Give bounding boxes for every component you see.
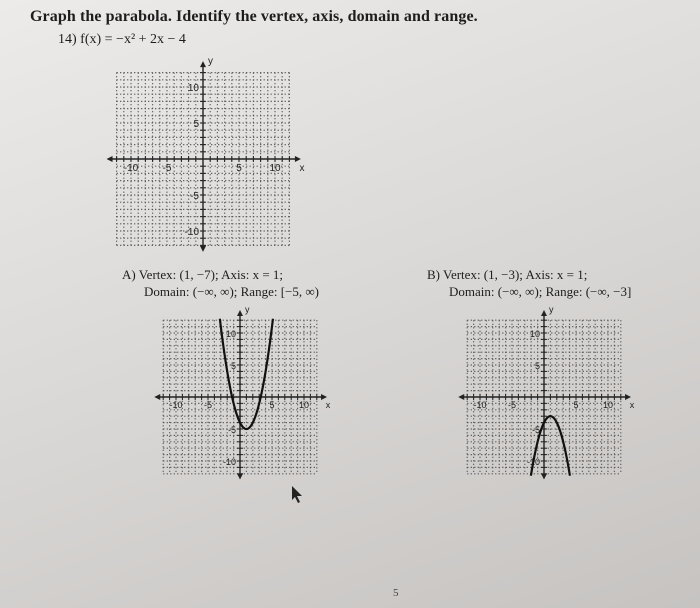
option-b-line2: Domain: (−∞, ∞); Range: (−∞, −3] [449,284,632,299]
tick-label-x-neg5: -5 [162,163,172,174]
tick-label-x-pos10: 10 [269,163,281,174]
y-axis-arrow-icon [237,310,243,316]
tick-label-y-neg5: -5 [227,425,236,435]
tick-label-y-neg5: -5 [190,191,199,202]
problem-statement: 14) f(x) = −x² + 2x − 4 [58,32,186,47]
tick-label-y-pos10: 10 [187,83,199,94]
tick-label-x-pos10: 10 [298,400,310,410]
y-axis-arrow-icon [200,61,206,67]
axis-label-x: x [325,400,331,410]
tick-label-x-neg10: -10 [169,400,183,410]
tick-label-y-neg10: -10 [222,457,236,467]
tick-label-x-neg10: -10 [473,400,487,410]
mouse-pointer-icon [290,484,304,504]
axis-label-x: x [299,163,305,174]
x-axis-arrow-icon [154,394,160,400]
y-axis-arrow-icon [541,474,547,480]
tick-label-y-neg10: -10 [184,227,199,238]
tick-label-y-neg10: -10 [526,457,540,467]
option-a-line1: A) Vertex: (1, −7); Axis: x = 1; [122,267,284,282]
option-a-line2: Domain: (−∞, ∞); Range: [−5, ∞) [144,284,319,299]
y-axis-arrow-icon [237,474,243,480]
tick-label-y-pos5: 5 [193,119,199,130]
tick-label-x-pos5: 5 [236,163,242,174]
tick-label-x-pos5: 5 [573,400,579,410]
blank-coordinate-grid [95,55,325,256]
tick-label-x-neg5: -5 [203,400,213,410]
option-b-graph [450,300,668,494]
option-b-line1: B) Vertex: (1, −3); Axis: x = 1; [427,267,588,282]
axis-label-x: x [629,400,635,410]
axis-label-y: y [245,304,250,315]
axis-label-y: y [208,55,213,67]
tick-label-y-pos5: 5 [230,361,236,371]
x-axis-arrow-icon [295,156,301,162]
axis-label-y: y [549,304,554,315]
tick-label-x-pos10: 10 [602,400,614,410]
tick-label-y-pos5: 5 [534,361,540,371]
y-axis-arrow-icon [200,246,206,252]
tick-label-y-neg5: -5 [531,425,540,435]
option-a-graph [144,300,362,494]
tick-label-y-pos10: 10 [529,329,540,339]
y-axis-arrow-icon [541,310,547,316]
tick-label-x-neg5: -5 [507,400,517,410]
x-axis-arrow-icon [107,156,113,162]
x-axis-arrow-icon [458,394,464,400]
page-number: 5 [393,587,399,599]
worksheet-heading: Graph the parabola. Identify the vertex, axis, domain and range. [30,8,478,25]
tick-label-x-neg10: -10 [123,163,139,174]
tick-label-y-pos10: 10 [225,329,236,339]
tick-label-x-pos5: 5 [269,400,275,410]
